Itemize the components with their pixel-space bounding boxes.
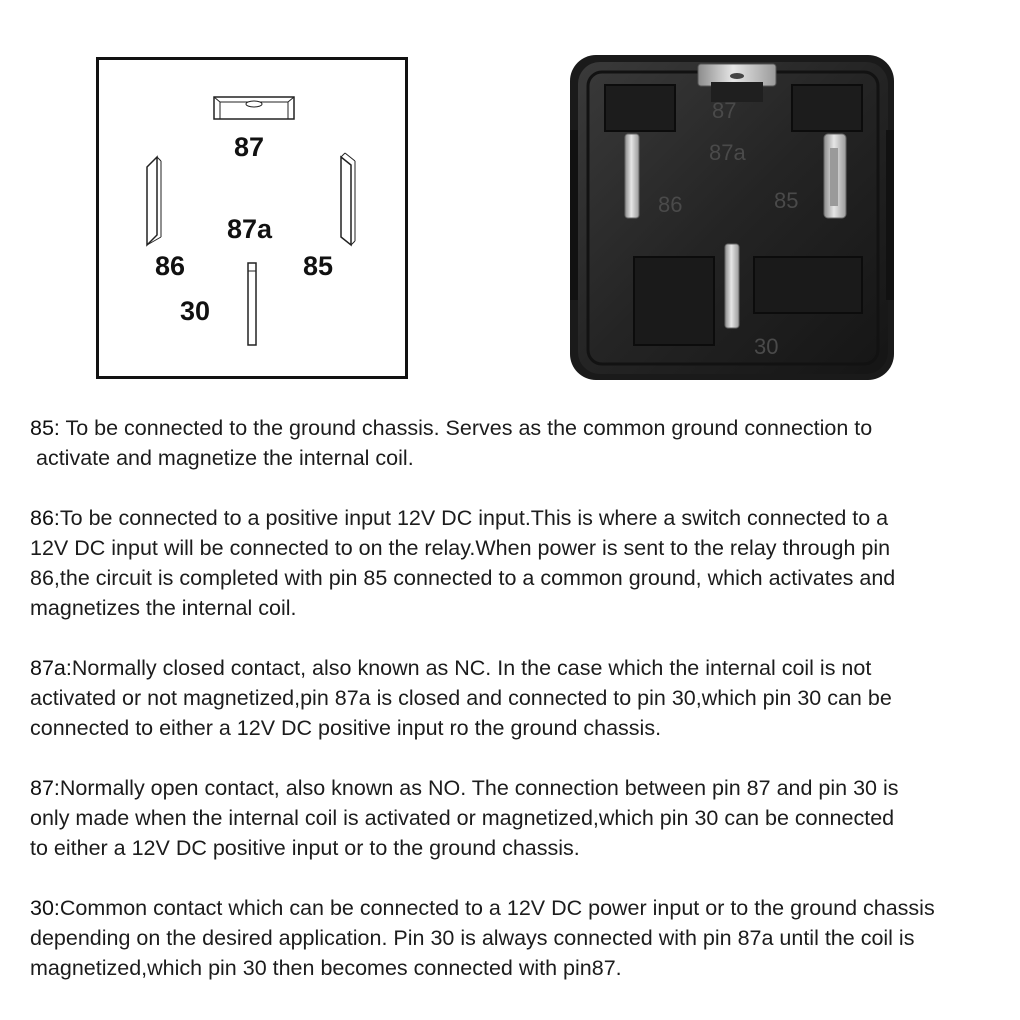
desc-pin-87-line-1: Normally open contact, also known as NO. The connection between pin 87 and pin 30 is <box>59 776 899 800</box>
desc-pin-87 <box>30 773 1015 863</box>
desc-pin-87a-line-2: activated or not magnetized,pin 87a is closed and connected to pin 30,which pin 30 can be <box>30 686 892 710</box>
pin-descriptions <box>30 413 1015 1013</box>
recess-bottom-right <box>754 257 862 313</box>
desc-pin-85 <box>30 413 1015 473</box>
pin-label-30: 30 <box>180 296 211 326</box>
terminal-87-shape <box>214 97 294 119</box>
photo-label-87: 87 <box>712 98 737 123</box>
recess-top-left <box>605 85 675 131</box>
photo-label-30: 30 <box>754 334 779 359</box>
desc-pin-86 <box>30 503 1015 623</box>
desc-pin-86-line-2: 12V DC input will be connected to on the relay.When power is sent to the relay through pin <box>30 536 891 560</box>
terminal-30-shape <box>248 263 256 345</box>
relay-photo-svg <box>568 52 898 382</box>
desc-pin-30 <box>30 893 1015 983</box>
photo-label-87a: 87a <box>709 140 746 165</box>
desc-pin-30-number: 30: <box>30 896 60 920</box>
desc-pin-86-line-3: 86,the circuit is completed with pin 85 connected to a common ground, which activates and <box>30 566 896 590</box>
desc-pin-85-line-2: activate and magnetize the internal coil. <box>36 446 414 470</box>
pin-label-85: 85 <box>303 251 334 281</box>
recess-top-right <box>792 85 862 131</box>
photo-label-85: 85 <box>774 188 799 213</box>
pin-label-87a: 87a <box>227 214 273 244</box>
desc-pin-86-number: 86: <box>30 506 60 530</box>
pin-label-87: 87 <box>234 132 265 162</box>
desc-pin-87a-number: 87a: <box>30 656 72 680</box>
photo-label-86: 86 <box>658 192 683 217</box>
desc-pin-87-line-3: to either a 12V DC positive input or to the ground chassis. <box>30 836 580 860</box>
pin-label-86: 86 <box>155 251 186 281</box>
recess-bottom-left <box>634 257 714 345</box>
photo-terminal-86 <box>625 134 639 218</box>
desc-pin-86-line-1: To be connected to a positive input 12V DC input.This is where a switch connected to a <box>59 506 889 530</box>
desc-pin-87a <box>30 653 1015 743</box>
photo-terminal-85 <box>824 134 846 218</box>
desc-pin-87a-line-3: connected to either a 12V DC positive input ro the ground chassis. <box>30 716 662 740</box>
desc-pin-87-number: 87: <box>30 776 60 800</box>
photo-terminal-30 <box>725 244 739 328</box>
desc-pin-87-line-2: only made when the internal coil is activated or magnetized,which pin 30 can be connected <box>30 806 895 830</box>
desc-pin-85-number: 85: <box>30 416 60 440</box>
desc-pin-30-line-1: Common contact which can be connected to a 12V DC power input or to the ground chassis <box>59 896 935 920</box>
desc-pin-86-line-4: magnetizes the internal coil. <box>30 596 297 620</box>
desc-pin-85-line-1: To be connected to the ground chassis. Serves as the common ground connection to <box>59 416 873 440</box>
desc-pin-30-line-2: depending on the desired application. Pin 30 is always connected with pin 87a until the coil is <box>30 926 915 950</box>
relay-photo <box>568 52 898 382</box>
relay-pin-diagram <box>96 57 408 379</box>
desc-pin-30-line-3: magnetized,which pin 30 then becomes connected with pin87. <box>30 956 622 980</box>
desc-pin-87a-line-1: Normally closed contact, also known as NC. In the case which the internal coil is not <box>71 656 872 680</box>
